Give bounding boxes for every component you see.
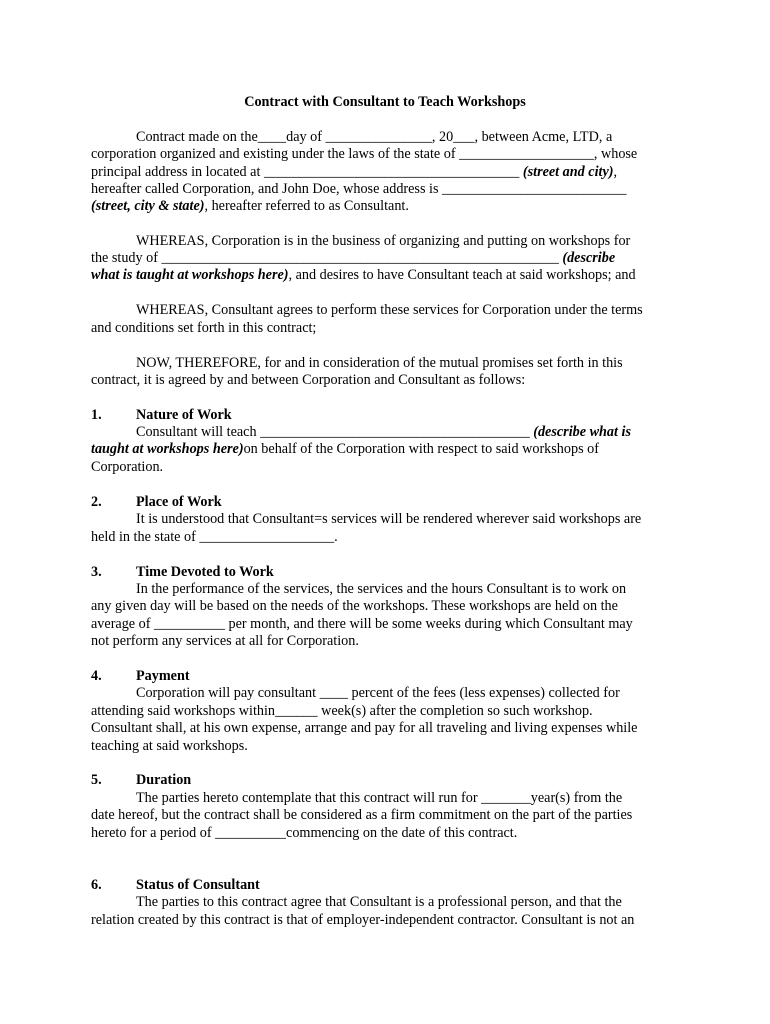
intro-line-3-text: principal address in located at ____________________________________ <box>91 164 523 180</box>
section-3-number: 3. <box>91 564 102 580</box>
section-1-workshops-hint: taught at workshops here) <box>91 441 244 457</box>
now-line-1: NOW, THEREFORE, for and in consideration of the mutual promises set forth in this <box>136 355 623 371</box>
intro-line-3 <box>91 164 617 181</box>
whereas1-line-2 <box>91 250 615 267</box>
section-4-number: 4. <box>91 668 102 684</box>
street-city-state-hint: (street, city & state) <box>91 198 205 214</box>
section-6-line-2: relation created by this contract is that of employer-independent contractor. Consultant is not an <box>91 912 635 928</box>
describe-hint: (describe <box>562 250 616 266</box>
section-1-line-2-text: on behalf of the Corporation with respect to said workshops of <box>243 441 599 457</box>
section-4-line-3: Consultant shall, at his own expense, arrange and pay for all traveling and living expenses while <box>91 720 638 736</box>
section-6-number: 6. <box>91 877 102 893</box>
document-title: Contract with Consultant to Teach Workshops <box>244 94 526 110</box>
intro-line-2: corporation organized and existing under the laws of the state of ___________________, whose <box>91 146 638 162</box>
section-5-line-2: date hereof, but the contract shall be considered as a firm commitment on the part of the parties <box>91 807 633 823</box>
section-6-heading: Status of Consultant <box>136 877 260 893</box>
street-and-city-hint: (street and city) <box>522 164 614 180</box>
section-5-heading: Duration <box>136 772 192 788</box>
section-3-heading: Time Devoted to Work <box>136 564 274 580</box>
section-2-line-2: held in the state of ___________________. <box>91 529 338 545</box>
section-1-describe-hint: (describe what is <box>533 424 631 440</box>
whereas1-line-2-text: the study of ________________________________________________________ <box>91 250 563 266</box>
workshops-hint: what is taught at workshops here) <box>91 267 289 283</box>
whereas1-line-1: WHEREAS, Corporation is in the business of organizing and putting on workshops for <box>136 233 631 249</box>
whereas2-line-2: and conditions set forth in this contract; <box>91 320 317 336</box>
intro-line-1: Contract made on the____day of _______________, 20___, between Acme, LTD, a <box>136 129 613 145</box>
section-4-line-4: teaching at said workshops. <box>91 738 248 754</box>
section-4-heading: Payment <box>136 668 190 684</box>
section-2-heading: Place of Work <box>136 494 222 510</box>
section-4-line-1: Corporation will pay consultant ____ percent of the fees (less expenses) collected for <box>136 685 620 701</box>
whereas2-line-1: WHEREAS, Consultant agrees to perform these services for Corporation under the terms <box>136 302 643 318</box>
section-1-number: 1. <box>91 407 102 423</box>
section-4-line-2: attending said workshops within______ week(s) after the completion so such workshop. <box>91 703 593 719</box>
section-1-heading: Nature of Work <box>136 407 232 423</box>
section-2-line-1: It is understood that Consultant=s services will be rendered wherever said workshops are <box>136 511 642 527</box>
section-1-line-1 <box>136 424 631 441</box>
section-5-line-3: hereto for a period of __________commencing on the date of this contract. <box>91 825 518 841</box>
section-3-line-3: average of __________ per month, and there will be some weeks during which Consultant may <box>91 616 633 632</box>
intro-line-4: hereafter called Corporation, and John Doe, whose address is __________________________ <box>91 181 627 197</box>
section-5-number: 5. <box>91 772 102 788</box>
intro-line-5 <box>91 198 409 215</box>
section-5-line-1: The parties hereto contemplate that this contract will run for _______year(s) from the <box>136 790 623 806</box>
intro-line-5-text: , hereafter referred to as Consultant. <box>204 198 409 214</box>
section-1-line-1-text: Consultant will teach ______________________________________ <box>136 424 534 440</box>
intro-line-3-comma: , <box>613 164 618 180</box>
section-3-line-4: not perform any services at all for Corporation. <box>91 633 359 649</box>
section-3-line-1: In the performance of the services, the services and the hours Consultant is to work on <box>136 581 627 597</box>
section-1-line-3: Corporation. <box>91 459 164 475</box>
whereas1-line-3 <box>91 267 636 284</box>
section-3-line-2: any given day will be based on the needs of the workshops. These workshops are held on the <box>91 598 618 614</box>
section-6-line-1: The parties to this contract agree that Consultant is a professional person, and that the <box>136 894 622 910</box>
whereas1-line-3-text: , and desires to have Consultant teach at said workshops; and <box>288 267 636 283</box>
section-1-line-2 <box>91 441 599 458</box>
section-2-number: 2. <box>91 494 102 510</box>
now-line-2: contract, it is agreed by and between Corporation and Consultant as follows: <box>91 372 526 388</box>
